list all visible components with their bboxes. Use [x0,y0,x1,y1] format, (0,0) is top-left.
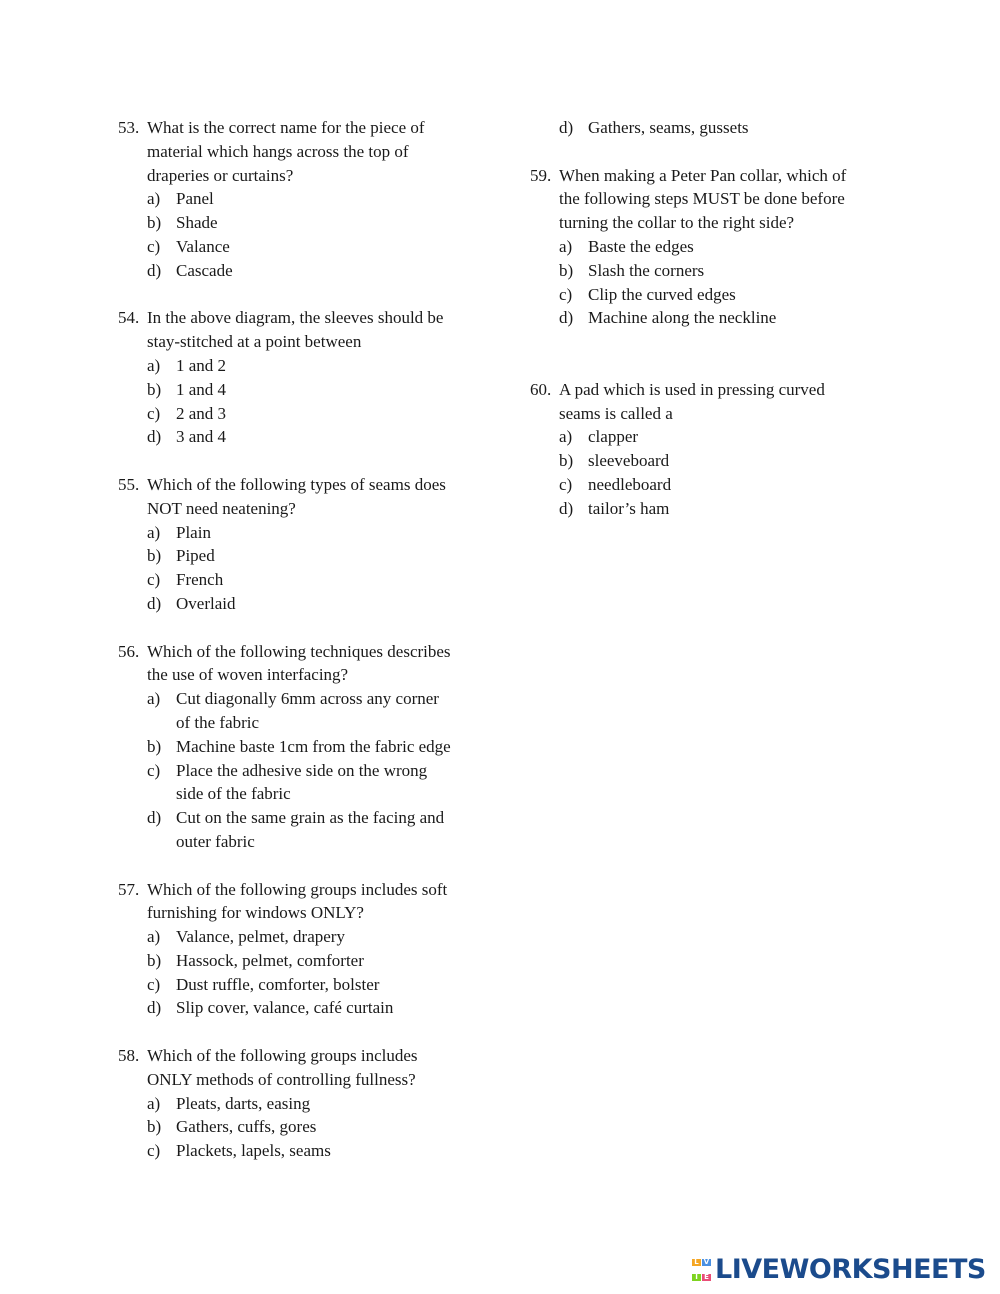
option-d[interactable] [530,116,890,140]
question-57 [118,878,478,1021]
option-b[interactable] [118,949,478,973]
question-number: 56. [118,641,140,661]
option-text: Slash the corners [588,260,705,280]
option-b[interactable] [118,1115,478,1139]
question-56-text [118,640,478,688]
option-d[interactable] [118,996,478,1020]
question-number: 60. [530,379,552,399]
question-55-options [118,521,478,616]
option-d[interactable] [118,259,478,283]
option-text: 1 and 4 [176,379,227,399]
option-text: outer fabric [176,831,255,851]
option-label: d) [147,593,162,613]
option-label: c) [147,570,161,590]
option-text: Hassock, pelmet, comforter [176,950,364,970]
question-59-text [530,164,890,235]
question-line: When making a Peter Pan collar, which of [559,165,847,185]
question-53 [118,116,478,283]
option-text: needleboard [588,474,672,494]
option-text: Plain [176,522,211,542]
option-text: Overlaid [176,593,236,613]
logo-text: LIVEWORKSHEETS [715,1254,986,1286]
question-number: 55. [118,474,140,494]
question-58 [118,1044,478,1163]
option-c[interactable] [118,568,478,592]
option-text: 2 and 3 [176,403,227,423]
question-60-options [530,425,890,520]
option-text: Baste the edges [588,236,694,256]
option-b[interactable] [530,449,890,473]
option-label: b) [147,1117,162,1137]
question-line: turning the collar to the right side? [559,213,795,233]
option-a[interactable] [118,687,478,735]
option-d[interactable] [118,425,478,449]
option-label: a) [147,522,161,542]
question-line: material which hangs across the top of [147,141,409,161]
option-label: a) [147,189,161,209]
option-b[interactable] [118,735,478,759]
option-label: b) [559,260,574,280]
question-line: A pad which is used in pressing curved [559,379,825,399]
question-line: Which of the following types of seams does [147,474,446,494]
option-text: side of the fabric [176,784,291,804]
option-b[interactable] [530,259,890,283]
question-number: 57. [118,879,140,899]
question-number: 58. [118,1046,140,1066]
option-text: Plackets, lapels, seams [176,1141,331,1161]
option-text: Machine along the neckline [588,308,777,328]
option-text: of the fabric [176,712,260,732]
question-line: the following steps MUST be done before [559,189,845,209]
option-text: Pleats, darts, easing [176,1093,311,1113]
option-b[interactable] [118,544,478,568]
option-label: b) [147,950,162,970]
question-59 [530,164,890,331]
question-55 [118,473,478,616]
option-label: a) [559,427,573,447]
option-c[interactable] [118,1139,478,1163]
option-d[interactable] [530,306,890,330]
option-a[interactable] [530,425,890,449]
option-text: Valance, pelmet, drapery [176,927,345,947]
option-label: a) [559,236,573,256]
option-label: a) [147,355,161,375]
option-label: d) [559,308,574,328]
option-label: d) [559,498,574,518]
option-label: c) [559,284,573,304]
option-label: c) [147,1141,161,1161]
option-text: Cut diagonally 6mm across any corner [176,689,439,709]
question-line: the use of woven interfacing? [147,665,349,685]
logo-mark-letter: I [692,1274,701,1281]
option-label: a) [147,1093,161,1113]
option-label: d) [147,260,162,280]
option-c[interactable] [118,973,478,997]
liveworksheets-logo[interactable] [692,1256,986,1284]
question-number: 59. [530,165,552,185]
option-c[interactable] [118,235,478,259]
option-text: sleeveboard [588,451,670,471]
question-53-options [118,187,478,282]
option-label: a) [147,689,161,709]
option-text: Dust ruffle, comforter, bolster [176,974,380,994]
question-line: furnishing for windows ONLY? [147,903,364,923]
question-58-continued [530,116,890,140]
option-a[interactable] [118,521,478,545]
option-d[interactable] [530,497,890,521]
logo-mark-letter: E [702,1274,711,1281]
option-label: b) [559,451,574,471]
option-a[interactable] [118,925,478,949]
option-label: b) [147,546,162,566]
option-text: clapper [588,427,639,447]
option-text: Shade [176,213,218,233]
question-line: Which of the following techniques describes [147,641,451,661]
logo-mark-column [692,1259,701,1281]
question-line: seams is called a [559,403,673,423]
option-text: Panel [176,189,214,209]
question-line: In the above diagram, the sleeves should be [147,308,444,328]
question-60 [530,378,890,521]
question-number: 53. [118,118,140,137]
question-55-text [118,473,478,521]
option-a[interactable] [118,354,478,378]
option-c[interactable] [118,402,478,426]
option-c[interactable] [118,759,478,807]
option-text: Gathers, seams, gussets [588,118,749,137]
option-a[interactable] [118,187,478,211]
question-line: stay-stitched at a point between [147,332,362,352]
question-line: Which of the following groups includes [147,1046,418,1066]
option-label: c) [147,974,161,994]
option-d[interactable] [118,806,478,854]
option-text: French [176,570,224,590]
question-56-options [118,687,478,854]
option-label: c) [147,760,161,780]
question-line: NOT need neatening? [147,498,296,518]
option-text: Slip cover, valance, café curtain [176,998,394,1018]
right-column [530,116,890,544]
question-number: 54. [118,308,140,328]
option-text: 1 and 2 [176,355,227,375]
option-d[interactable] [118,592,478,616]
option-text: Cascade [176,260,233,280]
option-a[interactable] [118,1092,478,1116]
question-53-text [118,116,478,187]
question-60-text [530,378,890,426]
option-text: Machine baste 1cm from the fabric edge [176,736,451,756]
question-line: What is the correct name for the piece of [147,118,425,137]
question-line: Which of the following groups includes soft [147,879,448,899]
question-54 [118,306,478,449]
question-56 [118,640,478,854]
option-label: a) [147,927,161,947]
question-line: draperies or curtains? [147,165,294,185]
option-label: c) [559,474,573,494]
option-label: d) [147,427,162,447]
question-line: ONLY methods of controlling fullness? [147,1069,416,1089]
option-text: Cut on the same grain as the facing and [176,808,445,828]
option-b[interactable] [118,378,478,402]
question-54-text [118,306,478,354]
option-label: d) [147,998,162,1018]
option-c[interactable] [530,283,890,307]
option-text: Clip the curved edges [588,284,736,304]
logo-mark-letter: L [692,1259,701,1266]
option-a[interactable] [530,235,890,259]
option-text: tailor’s ham [588,498,670,518]
question-57-options [118,925,478,1020]
option-label: b) [147,736,162,756]
option-label: d) [147,808,162,828]
option-text: 3 and 4 [176,427,227,447]
option-text: Place the adhesive side on the wrong [176,760,428,780]
question-54-options [118,354,478,449]
question-57-text [118,878,478,926]
option-text: Valance [176,236,230,256]
left-column [118,116,478,1187]
option-text: Piped [176,546,215,566]
option-b[interactable] [118,211,478,235]
question-58-options [118,1092,478,1163]
option-label: b) [147,213,162,233]
option-label: d) [559,118,574,137]
logo-mark-column [702,1259,711,1281]
option-label: b) [147,379,162,399]
option-label: c) [147,236,161,256]
option-c[interactable] [530,473,890,497]
question-58-text [118,1044,478,1092]
option-text: Gathers, cuffs, gores [176,1117,317,1137]
question-59-options [530,235,890,330]
logo-mark-letter: V [703,1258,710,1266]
option-label: c) [147,403,161,423]
liveworksheets-logo-icon [692,1259,712,1281]
